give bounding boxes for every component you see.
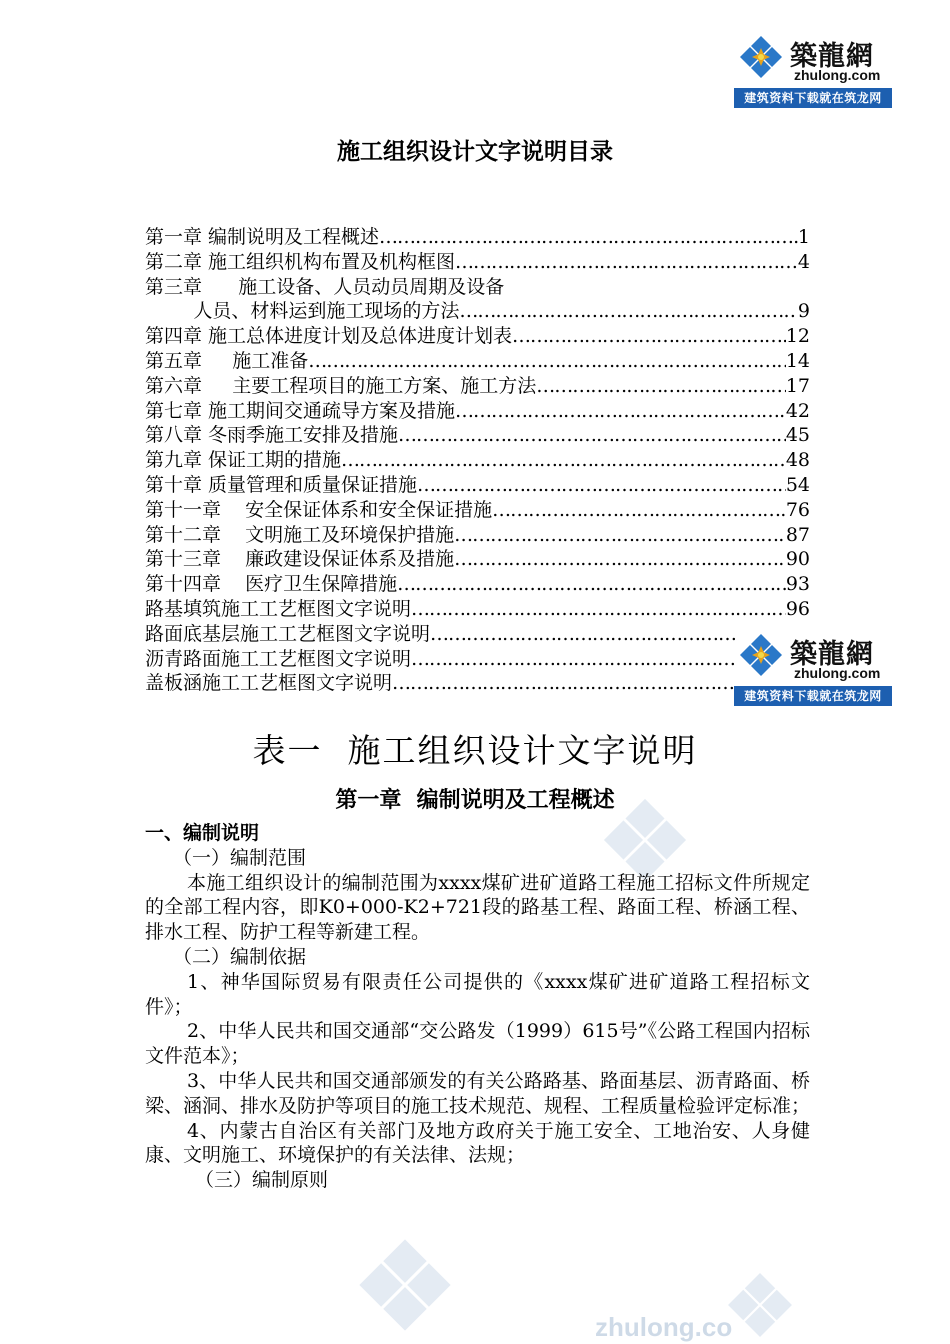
toc-entry[interactable] xyxy=(145,225,810,250)
toc-entry-label: 第四章 施工总体进度计划及总体进度计划表 xyxy=(145,325,513,348)
toc-entry[interactable] xyxy=(145,374,810,399)
toc-entry-label: 人员、材料运到施工现场的方法 xyxy=(145,300,460,323)
logo-name-cn: 築龍網 xyxy=(790,41,874,72)
toc-entry[interactable] xyxy=(145,597,810,622)
toc-entry-page: 54 xyxy=(785,473,810,496)
watermark-snowflake-icon xyxy=(725,1270,795,1340)
toc-entry[interactable] xyxy=(145,622,735,647)
paragraph: 3、中华人民共和国交通部颁发的有关公路路基、路面基层、沥青路面、桥梁、涵洞、排水及防护等项目的施工技术规范、规程、工程质量检验评定标准； xyxy=(145,1069,811,1117)
subsection-heading: （二）编制依据 xyxy=(173,945,307,968)
toc-entry[interactable] xyxy=(145,671,735,696)
logo-name-cn: 築龍網 xyxy=(790,639,874,670)
chapter-title: 第一章 编制说明及工程概述 xyxy=(335,788,615,813)
toc-entry-page: 87 xyxy=(785,523,810,546)
toc-entry-label: 路面底基层施工工艺框图文字说明 xyxy=(145,622,431,645)
toc-entry-page: 9 xyxy=(797,300,810,323)
toc-entry-page: 42 xyxy=(785,399,810,422)
document-body xyxy=(145,821,810,1193)
toc-entry-page: 14 xyxy=(785,349,810,372)
toc-entry-label: 第一章 编制说明及工程概述 xyxy=(145,226,380,248)
toc-entry[interactable] xyxy=(145,523,810,548)
table-of-contents xyxy=(145,225,810,696)
toc-entry-label: 路基填筑施工工艺框图文字说明 xyxy=(145,597,412,620)
table-title: 表一 施工组织设计文字说明 xyxy=(252,731,698,770)
toc-entry-label: 第十一章 安全保证体系和安全保证措施 xyxy=(145,498,493,521)
logo-top xyxy=(734,30,892,108)
toc-entry-label: 沥青路面施工工艺框图文字说明 xyxy=(145,647,412,670)
toc-entry-page: 76 xyxy=(785,498,810,521)
logo-slogan: 建筑资料下载就在筑龙网 xyxy=(734,88,892,108)
toc-entry-label: 第十三章 廉政建设保证体系及措施 xyxy=(145,548,455,571)
toc-entry-page: 17 xyxy=(785,374,810,397)
toc-entry-label: 第五章 施工准备 xyxy=(145,349,309,372)
toc-entry-label: 盖板涵施工工艺框图文字说明 xyxy=(145,672,393,695)
toc-entry[interactable] xyxy=(145,423,810,448)
logo-name-en: zhulong.com xyxy=(794,665,881,681)
toc-entry-page: 45 xyxy=(785,424,810,447)
toc-title: 施工组织设计文字说明目录 xyxy=(337,139,613,165)
watermark-snowflake-icon xyxy=(355,1235,455,1335)
toc-entry[interactable] xyxy=(145,647,735,672)
toc-entry-page: 12 xyxy=(785,325,810,348)
toc-entry[interactable] xyxy=(145,299,810,324)
toc-entry[interactable] xyxy=(145,250,810,275)
toc-entry[interactable] xyxy=(145,448,810,473)
toc-entry[interactable] xyxy=(145,275,810,300)
paragraph: 4、内蒙古自治区有关部门及地方政府关于施工安全、工地治安、人身健康、文明施工、环境保护的有关法律、法规； xyxy=(145,1119,810,1167)
toc-entry-label: 第十四章 医疗卫生保障措施 xyxy=(145,573,398,596)
toc-entry[interactable] xyxy=(145,349,810,374)
zhulong-logo-icon xyxy=(738,34,784,80)
logo-name-en: zhulong.com xyxy=(794,67,881,83)
toc-entry-label: 第三章 施工设备、人员动员周期及设备 xyxy=(145,275,505,298)
toc-entry-label: 第十章 质量管理和质量保证措施 xyxy=(145,473,418,496)
toc-entry-label: 第十二章 文明施工及环境保护措施 xyxy=(145,523,455,546)
paragraph: 1、神华国际贸易有限责任公司提供的《xxxx煤矿进矿道路工程招标文件》； xyxy=(145,970,810,1018)
toc-entry[interactable] xyxy=(145,572,810,597)
toc-entry-page: 96 xyxy=(785,597,810,620)
subsection-heading: （三）编制原则 xyxy=(195,1169,329,1192)
toc-entry[interactable] xyxy=(145,324,810,349)
toc-entry-page: 90 xyxy=(785,548,810,571)
toc-entry-page: 48 xyxy=(785,449,810,472)
paragraph: 2、中华人民共和国交通部“交公路发（1999）615号”《公路工程国内招标文件范本》； xyxy=(145,1020,810,1068)
toc-entry[interactable] xyxy=(145,399,810,424)
paragraph: 本施工组织设计的编制范围为xxxx煤矿进矿道路工程施工招标文件所规定的全部工程内容，即K0+000-K2+721段的路基工程、路面工程、桥涵工程、排水工程、防护工程等新建工程。 xyxy=(145,871,810,944)
toc-entry-label: 第九章 保证工期的措施 xyxy=(145,449,342,472)
toc-entry-label: 第六章 主要工程项目的施工方案、施工方法 xyxy=(145,374,537,397)
toc-entry[interactable] xyxy=(145,473,810,498)
toc-entry[interactable] xyxy=(145,547,810,572)
watermark-text: zhulong.co xyxy=(595,1312,733,1342)
section-heading: 一、编制说明 xyxy=(145,822,260,844)
logo-slogan: 建筑资料下载就在筑龙网 xyxy=(734,686,892,706)
toc-entry-label: 第七章 施工期间交通疏导方案及措施 xyxy=(145,399,456,422)
toc-entry[interactable] xyxy=(145,498,810,523)
subsection-heading: （一）编制范围 xyxy=(173,846,307,869)
toc-entry-label: 第八章 冬雨季施工安排及措施 xyxy=(145,424,399,447)
toc-entry-label: 第二章 施工组织机构布置及机构框图 xyxy=(145,250,456,273)
toc-entry-page: 1 xyxy=(797,226,810,248)
toc-entry-page: 4 xyxy=(797,250,810,273)
toc-entry-page: 93 xyxy=(785,573,810,596)
